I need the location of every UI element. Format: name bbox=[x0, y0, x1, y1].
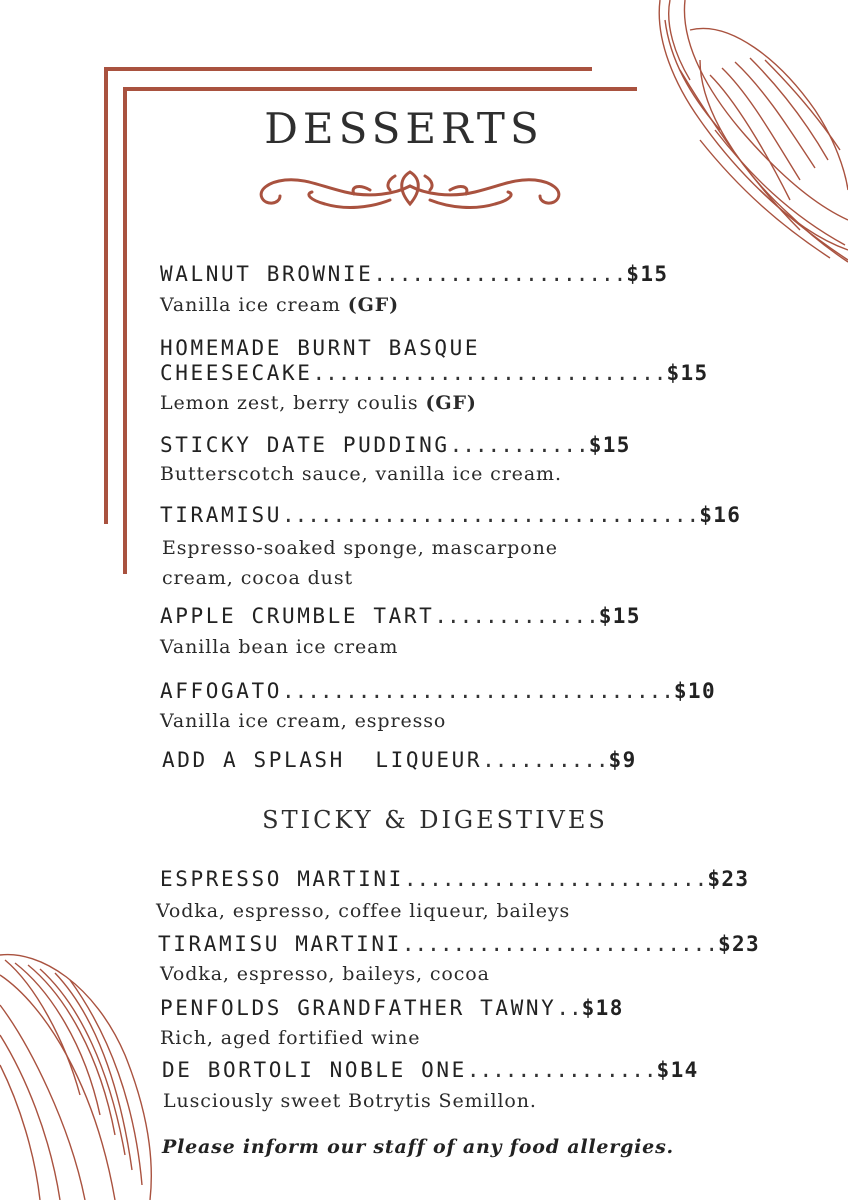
item-price: $14 bbox=[656, 1058, 699, 1082]
item-name-line2: CHEESECAKE bbox=[160, 361, 313, 385]
menu-item-sticky-date-pudding: STICKY DATE PUDDING...........$15 bbox=[160, 433, 631, 457]
menu-item-basque-cheesecake bbox=[160, 336, 480, 360]
item-name: AFFOGATO bbox=[160, 679, 282, 703]
item-price: $15 bbox=[666, 361, 709, 385]
item-name: STICKY DATE PUDDING bbox=[160, 433, 450, 457]
menu-item-walnut-brownie: WALNUT BROWNIE....................$15 bbox=[160, 262, 669, 286]
item-price: $23 bbox=[717, 932, 761, 956]
menu-item-de-bortoli-noble-one: DE BORTOLI NOBLE ONE...............$14 bbox=[162, 1058, 699, 1082]
item-name: DE BORTOLI NOBLE ONE bbox=[162, 1058, 467, 1082]
item-price: $18 bbox=[581, 996, 624, 1020]
item-description: Vanilla bean ice cream bbox=[160, 636, 399, 658]
frame-line-inner-top bbox=[123, 87, 637, 91]
item-description: Vodka, espresso, coffee liqueur, baileys bbox=[156, 900, 571, 922]
menu-item-espresso-martini: ESPRESSO MARTINI........................$23 bbox=[160, 867, 750, 891]
item-name: TIRAMISU bbox=[160, 503, 282, 527]
item-name: HOMEMADE BURNT BASQUE bbox=[160, 336, 481, 360]
item-name: ADD A SPLASH LIQUEUR bbox=[162, 748, 483, 772]
leaf-illustration-icon bbox=[0, 945, 160, 1200]
item-price: $15 bbox=[588, 433, 631, 457]
item-name: TIRAMISU MARTINI bbox=[158, 932, 402, 956]
item-description: Vanilla ice cream (GF) bbox=[160, 294, 400, 316]
gluten-free-tag: (GF) bbox=[347, 294, 400, 316]
item-price: $9 bbox=[608, 748, 637, 772]
menu-item-tiramisu-martini: TIRAMISU MARTINI.........................$23 bbox=[158, 932, 761, 956]
menu-item-affogato: AFFOGATO...............................$10 bbox=[160, 679, 717, 703]
menu-item-penfolds-grandfather-tawny: PENFOLDS GRANDFATHER TAWNY..$18 bbox=[160, 996, 624, 1020]
item-description-line2: cream, cocoa dust bbox=[162, 567, 354, 589]
item-description: Butterscotch sauce, vanilla ice cream. bbox=[160, 463, 562, 485]
item-name: ESPRESSO MARTINI bbox=[160, 867, 404, 891]
menu-item-add-liqueur: ADD A SPLASH LIQUEUR..........$9 bbox=[162, 748, 637, 772]
frame-line-outer-top bbox=[104, 67, 592, 71]
item-name: PENFOLDS GRANDFATHER TAWNY bbox=[160, 996, 557, 1020]
section-title-sticky-digestives: STICKY & DIGESTIVES bbox=[262, 806, 608, 834]
menu-item-basque-cheesecake-line2: CHEESECAKE............................$15 bbox=[160, 361, 709, 385]
item-price: $10 bbox=[673, 679, 717, 703]
menu-title: DESSERTS bbox=[264, 104, 544, 153]
menu-item-apple-crumble-tart: APPLE CRUMBLE TART.............$15 bbox=[160, 604, 641, 628]
item-description: Espresso-soaked sponge, mascarpone bbox=[162, 537, 558, 559]
frame-line-inner-left bbox=[123, 87, 127, 574]
allergy-notice: Please inform our staff of any food allergies. bbox=[162, 1136, 674, 1158]
item-price: $23 bbox=[707, 867, 750, 891]
item-description: Rich, aged fortified wine bbox=[160, 1027, 421, 1049]
ornamental-flourish-icon bbox=[250, 164, 570, 216]
item-description: Lemon zest, berry coulis (GF) bbox=[160, 392, 477, 414]
item-description: Vanilla ice cream, espresso bbox=[160, 710, 447, 732]
item-price: $15 bbox=[598, 604, 641, 628]
item-description: Vodka, espresso, baileys, cocoa bbox=[160, 963, 490, 985]
item-name: WALNUT BROWNIE bbox=[160, 262, 374, 286]
item-name: APPLE CRUMBLE TART bbox=[160, 604, 435, 628]
item-description: Lusciously sweet Botrytis Semillon. bbox=[163, 1090, 537, 1112]
gluten-free-tag: (GF) bbox=[425, 392, 477, 414]
menu-item-tiramisu: TIRAMISU.................................$16 bbox=[160, 503, 742, 527]
item-price: $15 bbox=[626, 262, 669, 286]
item-price: $16 bbox=[699, 503, 742, 527]
